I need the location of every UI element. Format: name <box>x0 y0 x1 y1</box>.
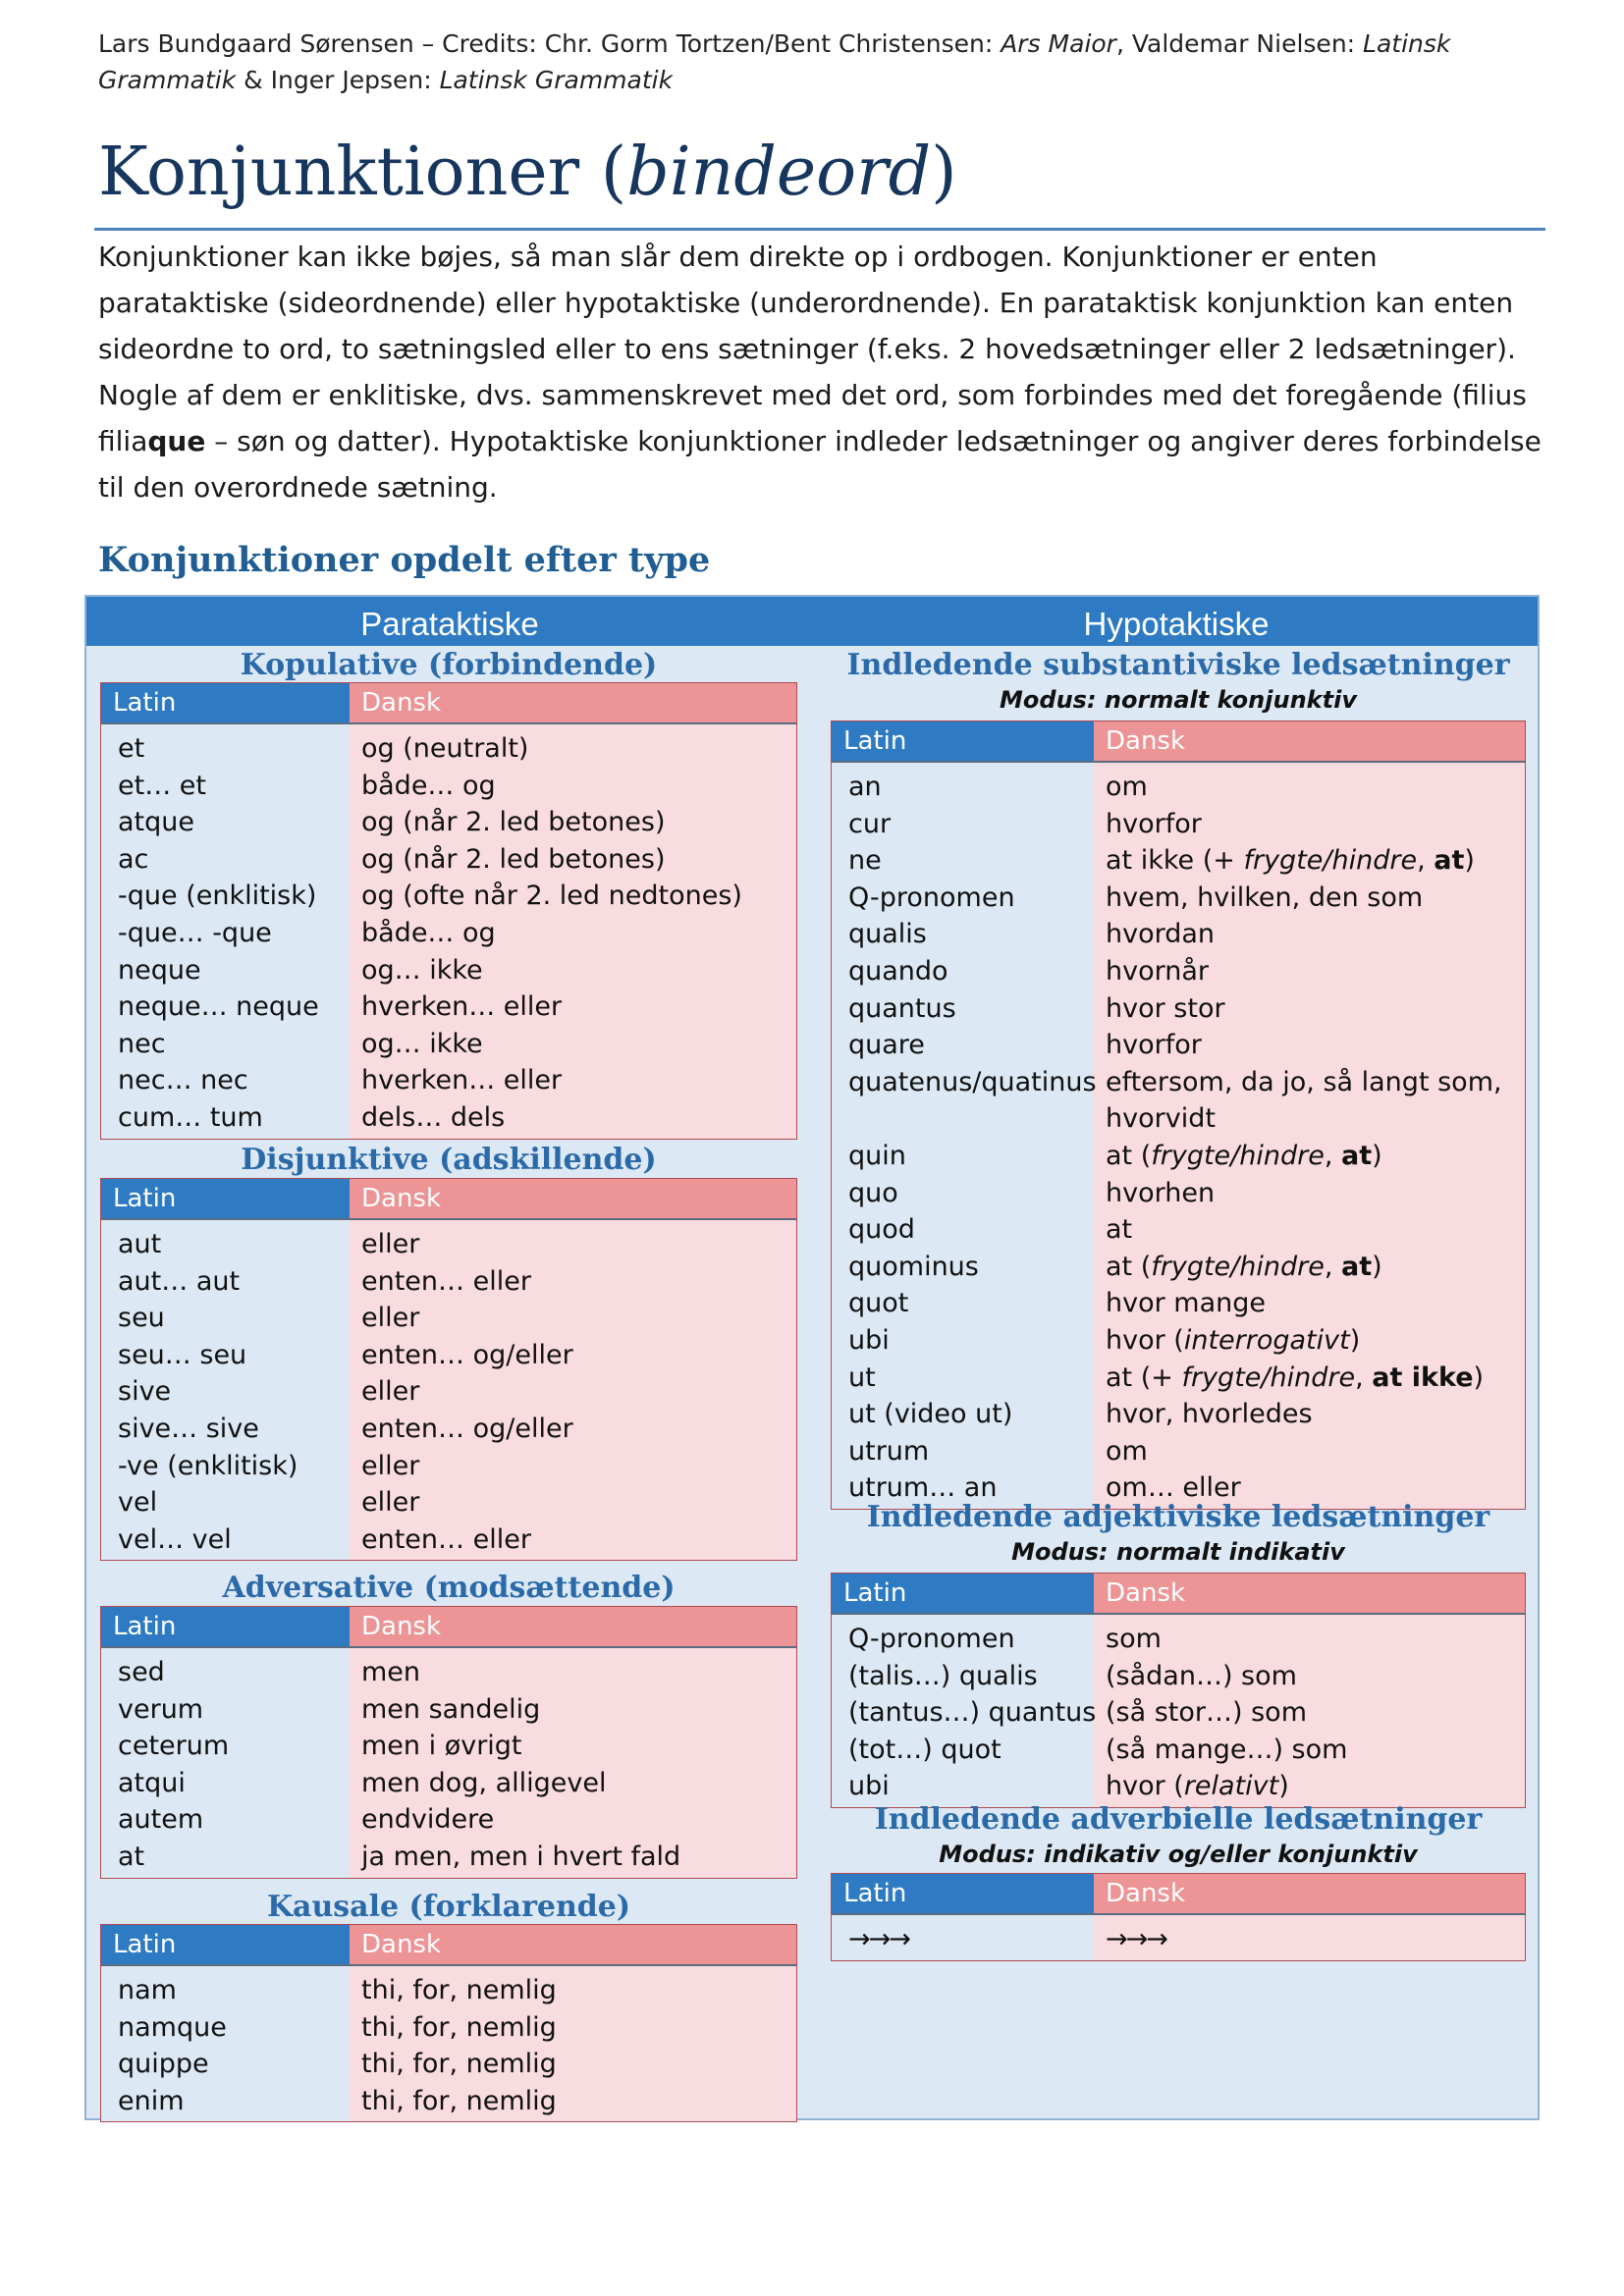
dansk-text-segment: at ikke (+ <box>1106 845 1244 877</box>
latin-cell: utrum… an <box>848 1472 998 1504</box>
table-row <box>832 1322 1525 1360</box>
right-group-1-heading: Indledende adjektiviske ledsætninger <box>866 1500 1490 1534</box>
table-row <box>832 1658 1525 1695</box>
dansk-text-segment: eftersom, da jo, så langt som, <box>1106 1066 1502 1097</box>
hypotaktiske-title: Hypotaktiske <box>1083 606 1270 642</box>
dansk-text-segment: hvornår <box>1106 955 1209 987</box>
dansk-cell: eller <box>361 1229 420 1259</box>
dansk-text-segment: om… eller <box>1106 1472 1241 1504</box>
left-group-2-table <box>100 1606 797 1879</box>
dansk-text-segment: hvem, hvilken, den som <box>1106 881 1424 913</box>
dansk-text-segment: (så stor…) som <box>1106 1697 1308 1729</box>
table-row <box>101 1411 796 1448</box>
table-row <box>832 842 1525 880</box>
table-row <box>101 1765 796 1802</box>
table-row <box>832 1396 1525 1433</box>
dansk-cell <box>1094 1433 1525 1470</box>
dansk-text-segment: (så mange…) som <box>1106 1734 1348 1765</box>
table-row <box>101 1337 796 1374</box>
section-heading: Konjunktioner opdelt efter type <box>98 540 711 580</box>
latin-cell <box>832 1100 1094 1138</box>
parataktiske-title: Parataktiske <box>360 606 539 642</box>
dansk-column-header: Dansk <box>350 1607 796 1646</box>
latin-cell: quo <box>848 1177 898 1208</box>
latin-cell: quod <box>848 1214 915 1246</box>
dansk-cell: enten… og/eller <box>361 1413 573 1444</box>
table-row <box>101 1484 796 1522</box>
dansk-cell: hverken… eller <box>361 1065 563 1096</box>
credits-book-ars-maior: Ars Maior <box>1001 29 1116 58</box>
table-row <box>832 1621 1525 1658</box>
latin-cell: quantus <box>848 992 956 1024</box>
latin-cell: ut <box>848 1362 876 1393</box>
dansk-cell: dels… dels <box>361 1101 506 1133</box>
table-row <box>101 804 796 841</box>
dansk-cell: og (ofte når 2. led nedtones) <box>361 881 742 912</box>
table-row <box>832 1694 1525 1732</box>
table-row <box>101 2009 796 2047</box>
latin-cell: ac <box>118 843 149 875</box>
left-group-0-table-body <box>101 724 796 1139</box>
dansk-text-segment: at ikke <box>1372 1362 1474 1393</box>
latin-cell: enim <box>118 2085 185 2116</box>
latin-cell: ceterum <box>118 1731 230 1762</box>
dansk-cell: thi, for, nemlig <box>361 2011 557 2043</box>
latin-cell: quin <box>848 1140 906 1171</box>
left-group-1-table-body <box>101 1220 796 1560</box>
dansk-cell: thi, for, nemlig <box>361 2049 557 2080</box>
latin-cell: Q-pronomen <box>848 1624 1015 1654</box>
right-group-0-heading: Indledende substantiviske ledsætninger <box>846 648 1510 682</box>
credits-prefix: Lars Bundgaard Sørensen – Credits: Chr. Gorm Tortzen/Bent Christensen: <box>98 29 1001 58</box>
latin-cell: -ve (enklitisk) <box>118 1450 298 1481</box>
dansk-cell: enten… eller <box>361 1523 531 1555</box>
table-row <box>101 988 796 1026</box>
table-row <box>101 1654 796 1691</box>
latin-cell: nec… nec <box>118 1065 248 1096</box>
dansk-cell <box>1094 1249 1525 1286</box>
left-group-2-table-header <box>101 1607 796 1648</box>
table-row <box>101 1300 796 1337</box>
left-group-3-table <box>100 1924 797 2122</box>
left-group-0-heading: Kopulative (forbindende) <box>240 648 658 682</box>
latin-cell: seu… seu <box>118 1339 247 1370</box>
dansk-cell: men sandelig <box>361 1693 541 1725</box>
dansk-cell: thi, for, nemlig <box>361 1975 557 2005</box>
table-row <box>101 1972 796 2009</box>
latin-cell: -que… -que <box>118 917 272 948</box>
latin-cell: sive <box>118 1376 172 1408</box>
table-row <box>101 768 796 805</box>
dansk-cell: eller <box>361 1487 420 1519</box>
dansk-cell: både… og <box>361 917 496 948</box>
dansk-text-segment: , <box>1324 1251 1342 1282</box>
latin-cell: et <box>118 733 145 764</box>
table-row <box>101 1691 796 1729</box>
table-row <box>832 1249 1525 1286</box>
latin-cell: atqui <box>118 1767 186 1798</box>
left-group-3-table-body <box>101 1966 796 2121</box>
latin-cell: nec <box>118 1028 166 1059</box>
table-row <box>832 1732 1525 1769</box>
latin-cell: autem <box>118 1804 204 1836</box>
dansk-text-segment: (sådan…) som <box>1106 1660 1297 1691</box>
latin-cell: aut <box>118 1229 162 1259</box>
dansk-cell <box>1094 1768 1525 1805</box>
table-row <box>832 1100 1525 1138</box>
latin-cell: neque… neque <box>118 991 319 1023</box>
dansk-cell <box>1094 953 1525 990</box>
table-row <box>832 1175 1525 1212</box>
dansk-cell: endvidere <box>361 1804 495 1836</box>
right-group-0-table-header <box>832 721 1525 763</box>
dansk-cell: eller <box>361 1450 420 1481</box>
table-row <box>832 1921 1525 1958</box>
dansk-cell <box>1094 1175 1525 1212</box>
latin-cell: sive… sive <box>118 1413 259 1444</box>
dansk-cell: thi, for, nemlig <box>361 2085 557 2116</box>
dansk-text-segment: som <box>1106 1624 1162 1654</box>
table-row <box>832 953 1525 990</box>
dansk-text-segment: at ( <box>1106 1251 1152 1282</box>
dansk-text-segment: hvor ( <box>1106 1324 1184 1356</box>
dansk-cell: og (når 2. led betones) <box>361 807 666 838</box>
page-title <box>98 133 957 212</box>
table-row <box>832 1768 1525 1805</box>
table-row <box>101 952 796 989</box>
dansk-text-segment: interrogativt <box>1183 1324 1350 1356</box>
title-close-paren: ) <box>931 133 957 211</box>
latin-cell: neque <box>118 954 201 986</box>
latin-column-header: Latin <box>101 683 350 722</box>
dansk-cell: men i øvrigt <box>361 1731 522 1762</box>
latin-cell: quippe <box>118 2049 209 2080</box>
dansk-text-segment: at <box>1434 845 1465 877</box>
right-group-1-table-header <box>832 1574 1525 1615</box>
latin-column-header: Latin <box>832 721 1094 761</box>
dansk-text-segment: hvorvidt <box>1106 1103 1216 1135</box>
left-group-2-table-body <box>101 1648 796 1878</box>
latin-column-header: Latin <box>832 1874 1094 1913</box>
dansk-column-header: Dansk <box>1094 721 1525 761</box>
dansk-cell: enten… eller <box>361 1265 531 1297</box>
latin-cell: ut (video ut) <box>848 1399 1013 1430</box>
dansk-text-segment: at <box>1106 1214 1133 1246</box>
latin-cell: quot <box>848 1288 909 1319</box>
dansk-column-header: Dansk <box>1094 1574 1525 1613</box>
latin-cell: quando <box>848 955 948 987</box>
dansk-text-segment: at <box>1341 1140 1373 1171</box>
dansk-text-segment: , <box>1417 845 1435 877</box>
dansk-cell <box>1094 1100 1525 1138</box>
left-group-1-table-header <box>101 1179 796 1220</box>
right-group-2-table <box>831 1873 1526 1961</box>
table-row <box>101 1839 796 1876</box>
latin-column-header: Latin <box>101 1179 350 1218</box>
dansk-text-segment: frygte/hindre <box>1151 1140 1325 1171</box>
left-group-1-table <box>100 1178 797 1561</box>
dansk-cell: eller <box>361 1303 420 1334</box>
right-group-1-table-body <box>832 1615 1525 1807</box>
table-row <box>832 806 1525 843</box>
dansk-text-segment: ) <box>1372 1251 1382 1282</box>
right-group-1-table <box>831 1573 1526 1808</box>
dansk-text-segment: frygte/hindre <box>1181 1362 1356 1393</box>
table-row <box>832 1285 1525 1322</box>
latin-cell: ne <box>848 845 882 877</box>
latin-cell: aut… aut <box>118 1265 241 1297</box>
dansk-cell <box>1094 769 1525 806</box>
dansk-text-segment: hvor, hvorledes <box>1106 1399 1313 1430</box>
latin-cell: sed <box>118 1657 165 1687</box>
table-row <box>832 990 1525 1028</box>
dansk-text-segment: ) <box>1278 1771 1289 1802</box>
table-row <box>832 1138 1525 1175</box>
left-group-0-table-header <box>101 683 796 724</box>
table-row <box>101 1062 796 1099</box>
dansk-cell <box>1094 1732 1525 1769</box>
dansk-cell: men dog, alligevel <box>361 1767 607 1798</box>
dansk-cell: eller <box>361 1376 420 1408</box>
dansk-cell: og… ikke <box>361 954 483 986</box>
table-row <box>832 1027 1525 1064</box>
table-row <box>101 1522 796 1559</box>
latin-cell: ubi <box>848 1324 890 1356</box>
latin-cell: -que (enklitisk) <box>118 881 317 912</box>
dansk-cell <box>1094 1694 1525 1732</box>
title-underline <box>94 228 1545 231</box>
dansk-text-segment: at (+ <box>1106 1362 1182 1393</box>
dansk-column-header: Dansk <box>350 1925 796 1964</box>
dansk-cell: enten… og/eller <box>361 1339 573 1370</box>
right-group-2-table-header <box>832 1874 1525 1915</box>
latin-cell: an <box>848 772 882 802</box>
dansk-cell <box>1094 1138 1525 1175</box>
latin-cell: utrum <box>848 1435 930 1467</box>
right-group-1-modus: Modus: normalt indikativ <box>1011 1538 1345 1566</box>
credits-sep-1: , Valdemar Nielsen: <box>1115 29 1364 58</box>
dansk-text-segment: , <box>1355 1362 1373 1393</box>
latin-cell: (tot…) quot <box>848 1734 1001 1765</box>
latin-cell: Q-pronomen <box>848 881 1015 913</box>
table-row <box>101 2046 796 2083</box>
dansk-cell: og… ikke <box>361 1028 483 1059</box>
dansk-cell: hverken… eller <box>361 991 563 1023</box>
latin-cell: ubi <box>848 1771 890 1802</box>
table-row <box>832 916 1525 953</box>
table-row <box>101 1728 796 1765</box>
latin-cell: quatenus/quatinus <box>848 1066 1097 1097</box>
latin-cell: namque <box>118 2011 227 2043</box>
table-row <box>101 1026 796 1063</box>
latin-cell: (talis…) qualis <box>848 1660 1038 1691</box>
dansk-text-segment: frygte/hindre <box>1151 1251 1325 1282</box>
dansk-cell <box>1094 1360 1525 1397</box>
latin-cell: (tantus…) quantus <box>848 1697 1097 1729</box>
dansk-text-segment: om <box>1106 772 1148 802</box>
right-group-2-heading: Indledende adverbielle ledsætninger <box>874 1802 1483 1837</box>
table-row <box>832 1211 1525 1249</box>
dansk-text-segment: hvorfor <box>1106 1030 1202 1061</box>
right-group-0-modus: Modus: normalt konjunktiv <box>1000 686 1357 714</box>
intro-text-2: – søn og datter). Hypotaktiske konjunktioner indleder ledsætninger og angiver deres forbindelse til den overordnede sætning. <box>98 425 1542 504</box>
dansk-column-header: Dansk <box>350 1179 796 1218</box>
table-row <box>101 1226 796 1263</box>
dansk-text-segment: at <box>1341 1251 1373 1282</box>
latin-cell: nam <box>118 1975 177 2005</box>
credits-sep-2: & Inger Jepsen: <box>236 66 440 94</box>
dansk-text-segment: ) <box>1473 1362 1485 1393</box>
left-group-0-table <box>100 682 797 1140</box>
dansk-text-segment: om <box>1106 1435 1148 1467</box>
latin-column-header: Latin <box>101 1607 350 1646</box>
dansk-text-segment: hvorfor <box>1106 808 1202 839</box>
table-row <box>832 880 1525 917</box>
latin-column-header: Latin <box>101 1925 350 1964</box>
latin-cell: seu <box>118 1303 165 1334</box>
dansk-cell <box>1094 806 1525 843</box>
latin-cell: quominus <box>848 1251 979 1282</box>
dansk-text-segment: ) <box>1372 1140 1382 1171</box>
latin-column-header: Latin <box>832 1574 1094 1613</box>
latin-cell: vel <box>118 1487 158 1519</box>
right-group-0-table-body <box>832 763 1525 1509</box>
latin-cell: cum… tum <box>118 1101 263 1133</box>
credits-book-nielsen: Latinsk Grammatik <box>98 29 1451 94</box>
dansk-column-header: Dansk <box>350 683 796 722</box>
dansk-text-segment: hvor mange <box>1106 1288 1267 1319</box>
latin-cell: vel… vel <box>118 1523 232 1555</box>
latin-cell: atque <box>118 807 194 838</box>
credits-line <box>98 26 1542 98</box>
table-row <box>101 1099 796 1137</box>
left-group-1-heading: Disjunktive (adskillende) <box>241 1143 657 1177</box>
dansk-cell <box>1094 880 1525 917</box>
dansk-column-header: Dansk <box>1094 1874 1525 1913</box>
dansk-text-segment: hvorhen <box>1106 1177 1216 1208</box>
dansk-text-segment: relativt <box>1183 1771 1279 1802</box>
table-row <box>101 1801 796 1839</box>
left-group-2-heading: Adversative (modsættende) <box>222 1571 676 1605</box>
right-group-0-table <box>831 721 1526 1510</box>
latin-cell: →→→ <box>848 1924 909 1954</box>
title-open-paren: ( <box>600 133 627 211</box>
table-row <box>101 2083 796 2120</box>
dansk-text-segment: , <box>1324 1140 1342 1171</box>
latin-cell: verum <box>118 1693 204 1725</box>
table-row <box>101 841 796 879</box>
latin-cell: quare <box>848 1030 925 1061</box>
dansk-text-segment: frygte/hindre <box>1243 845 1418 877</box>
intro-text-1: Konjunktioner kan ikke bøjes, så man slår dem direkte op i ordbogen. Konjunktioner er enten parataktiske (sideordnende) eller hypotaktiske (underordnende). En parataktisk konjunktion kan enten sideordne to ord, to sætningsled eller to ens sætninger (f.eks. 2 hovedsætninger eller 2 ledsætninger). Nogle af dem er enklitiske, dvs. sammenskrevet med det ord, som forbindes med det foregående (filius filia <box>98 240 1527 457</box>
right-group-2-table-body <box>832 1915 1525 1960</box>
dansk-text-segment: hvordan <box>1106 919 1216 950</box>
dansk-cell <box>1094 1027 1525 1064</box>
table-row <box>832 1433 1525 1470</box>
dansk-text-segment: hvor stor <box>1106 992 1225 1024</box>
dansk-cell <box>1094 1621 1525 1658</box>
dansk-cell <box>1094 916 1525 953</box>
dansk-cell <box>1094 1285 1525 1322</box>
right-group-2-modus: Modus: indikativ og/eller konjunktiv <box>939 1841 1418 1868</box>
latin-cell: et… et <box>118 770 206 801</box>
dansk-cell <box>1094 1658 1525 1695</box>
table-row <box>101 1373 796 1411</box>
left-group-3-heading: Kausale (forklarende) <box>266 1890 631 1924</box>
latin-cell: qualis <box>848 919 927 950</box>
table-row <box>101 878 796 915</box>
dansk-text-segment: ) <box>1464 845 1475 877</box>
dansk-cell <box>1094 1396 1525 1433</box>
dansk-text-segment: →→→ <box>1106 1924 1166 1954</box>
title-subtitle: bindeord <box>626 133 932 211</box>
dansk-text-segment: at ( <box>1106 1140 1152 1171</box>
dansk-cell <box>1094 1921 1525 1958</box>
table-row <box>832 1360 1525 1397</box>
table-row <box>832 769 1525 806</box>
dansk-text-segment: hvor ( <box>1106 1771 1184 1802</box>
table-row <box>832 1064 1525 1101</box>
title-main: Konjunktioner <box>98 133 601 211</box>
dansk-cell <box>1094 990 1525 1028</box>
dansk-cell <box>1094 1064 1525 1101</box>
dansk-cell <box>1094 1322 1525 1360</box>
dansk-text-segment: ) <box>1349 1324 1361 1356</box>
dansk-cell: ja men, men i hvert fald <box>361 1841 681 1872</box>
table-row <box>101 1448 796 1485</box>
intro-bold-que: que <box>147 425 206 457</box>
intro-paragraph <box>98 234 1551 510</box>
table-row <box>101 1263 796 1301</box>
dansk-cell <box>1094 842 1525 880</box>
credits-book-jepsen: Latinsk Grammatik <box>439 66 674 94</box>
dansk-cell: både… og <box>361 770 496 801</box>
table-row <box>101 915 796 952</box>
left-group-3-table-header <box>101 1925 796 1966</box>
dansk-cell <box>1094 1211 1525 1249</box>
conjunction-panel <box>84 595 1540 2120</box>
dansk-cell: og (neutralt) <box>361 733 529 764</box>
dansk-cell: og (når 2. led betones) <box>361 843 666 875</box>
latin-cell: cur <box>848 808 892 839</box>
dansk-cell: men <box>361 1657 421 1687</box>
table-row <box>101 730 796 768</box>
latin-cell: at <box>118 1841 145 1872</box>
